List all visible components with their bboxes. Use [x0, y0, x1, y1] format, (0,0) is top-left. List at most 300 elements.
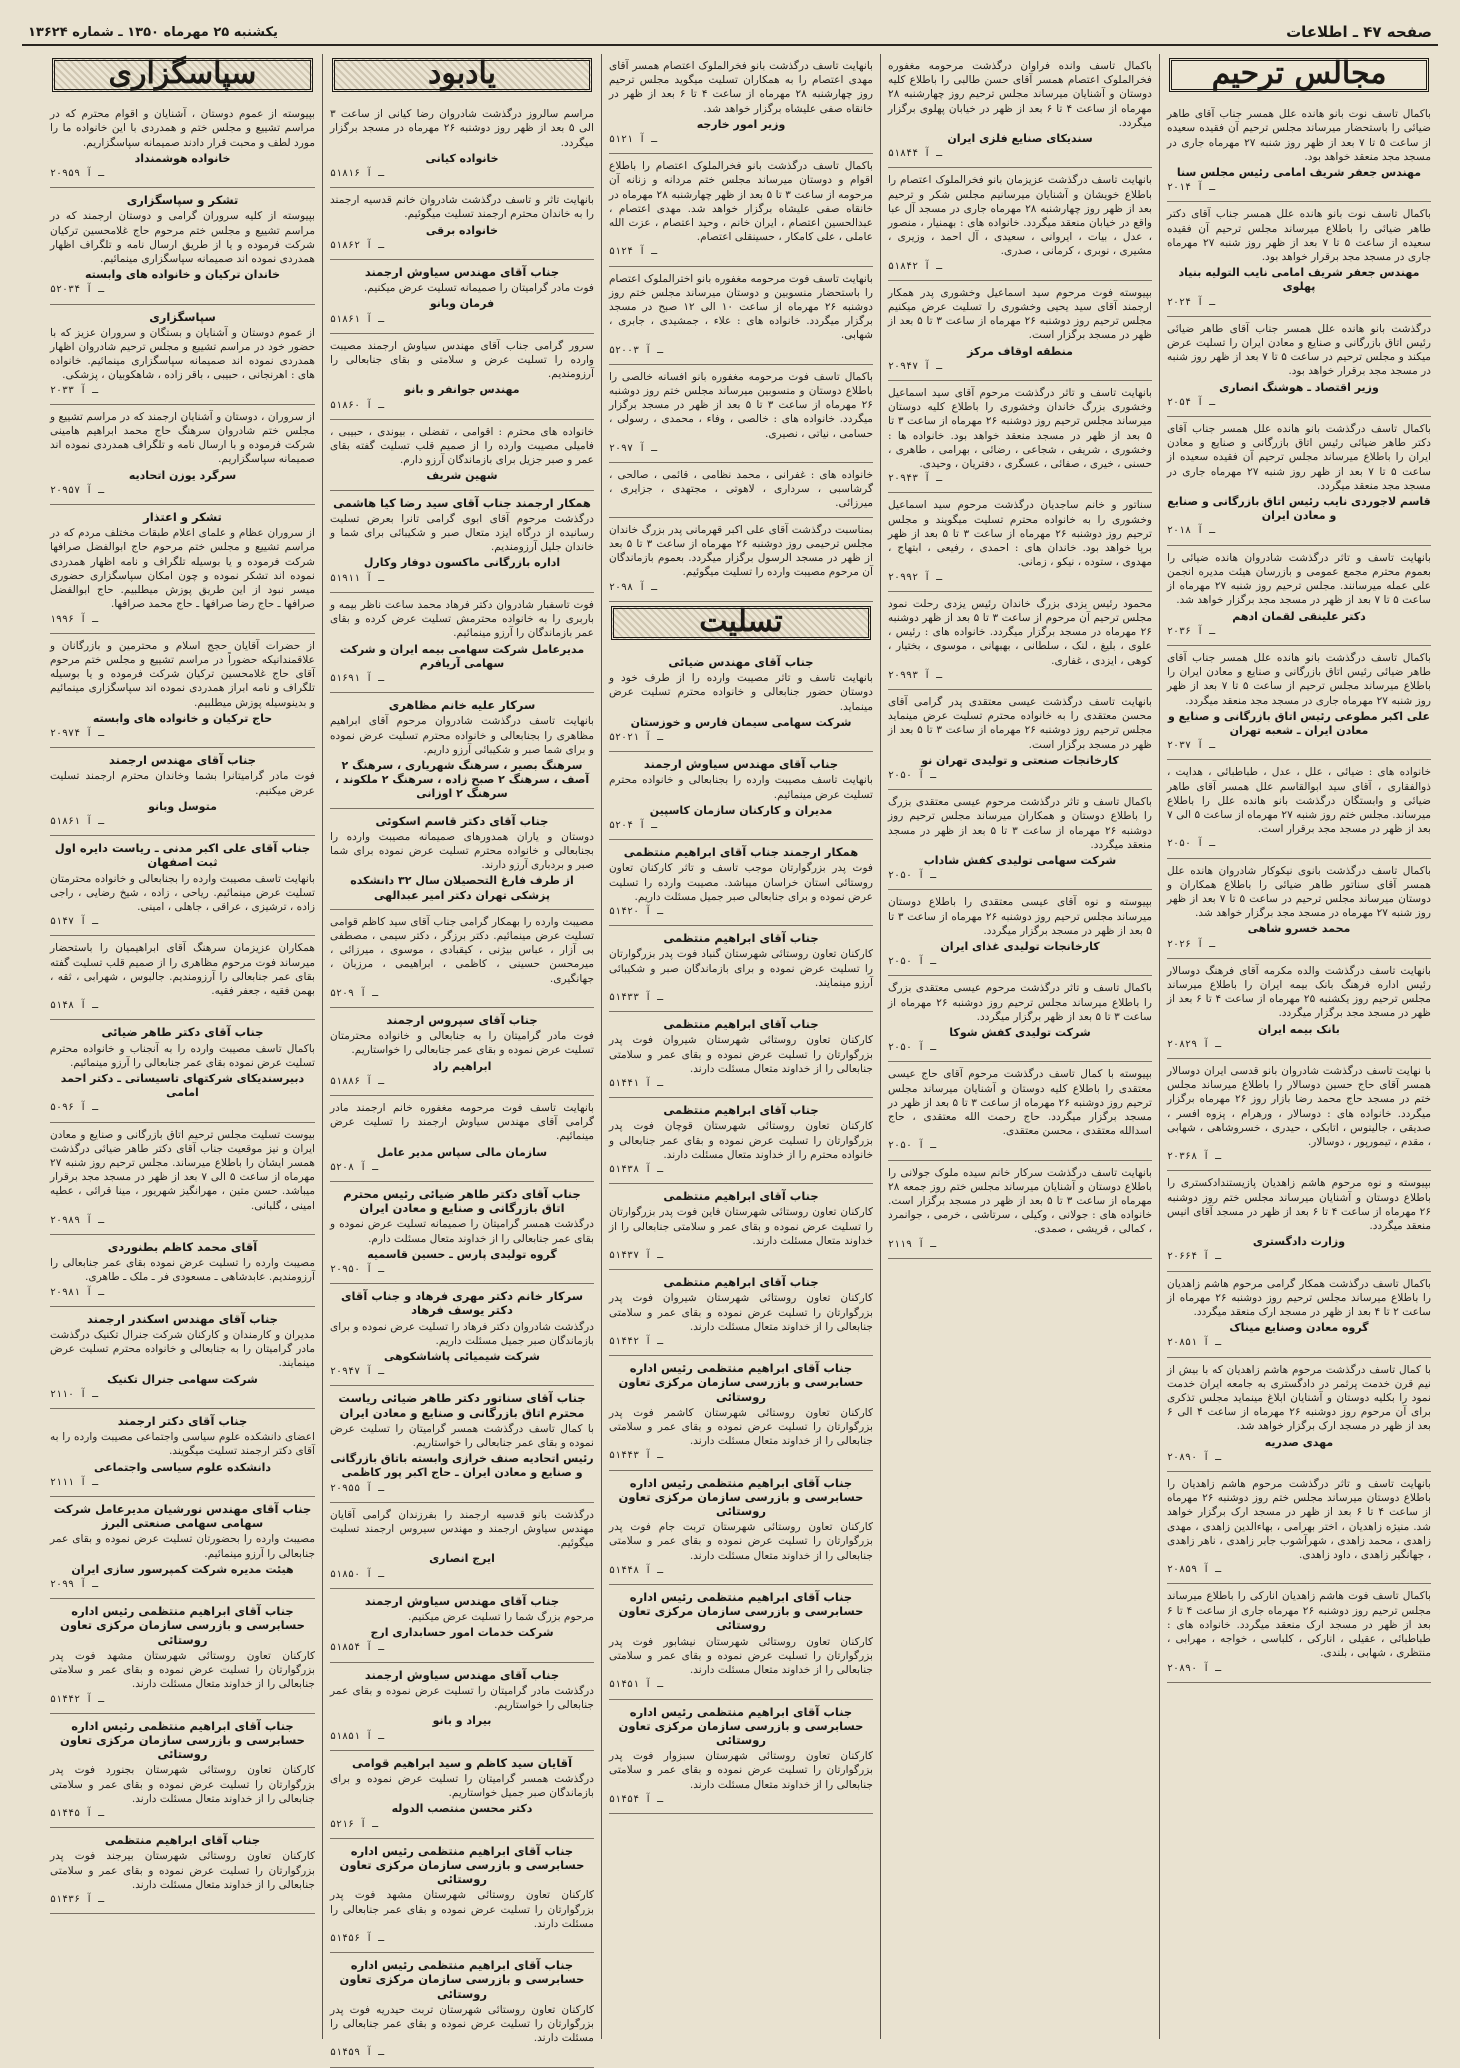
notice-title: جناب آقای دکتر قاسم اسکوئی	[375, 813, 549, 828]
notice	[330, 1589, 594, 1663]
section-header: یادبود	[332, 58, 592, 92]
notice	[1167, 1171, 1431, 1271]
notice-body: درگذشت همسر گرامیتان را صمیمانه تسلیت عرض نموده و بقای عمر جنابعالی را از خداوند متعال مسئلت دارم.	[330, 1218, 594, 1245]
notice-code: ۵۲۱۶ ـ آ	[330, 1818, 379, 1830]
notice-body: بپیوسته از کلیه سروران گرامی و دوستان ارجمند که در مراسم تشییع و مجلس ختم مرحوم حاج غلامحسین ترکیان شرکت فرموده و یا از طریق ارسال نامه و تلگراف اظهار همدردی نموده اند صمیمانه سپاسگزاری مینمائیم.	[50, 210, 315, 266]
notice	[50, 102, 315, 188]
notice-body: کارکنان تعاون روستائی شهرستان مشهد فوت پدر بزرگوارتان را تسلیت عرض نموده و بقای عمر و سلامتی جنابعالی را از خداوند متعال مسئلت دارند.	[50, 1649, 315, 1691]
notice-body: با کمال تاسف درگذشت مرحوم هاشم زاهدیان که با بیش از نیم قرن خدمت پرثمر در دادگستری به جامعه ایران خدمت نمود را بکلیه دوستان و آشنایان ابلاغ مینماید مجلس تذکری برای آن مرحوم روز دوشنبه ۲۶ مهرماه از ساعت ۴ الی ۶ بعد از ظهر در مسجد ارک برگزار خواهد شد.	[1167, 1363, 1431, 1433]
notice-code: ۲۰۸۹۰ ـ آ	[1167, 1662, 1222, 1674]
notice-code: ۵۱۸۵۴ ـ آ	[330, 1642, 385, 1654]
notice-body: کارکنان تعاون روستائی شهرستان شیروان فوت پدر بزرگوارتان را تسلیت عرض نموده و بقای عمر و سلامتی جنابعالی را از خداوند متعال مسئلت دارند.	[609, 1292, 873, 1333]
notice-signature: سندیکای صنایع فلزی ایران	[947, 132, 1093, 146]
notice-code: ۵۱۸۴۲ ـ آ	[888, 260, 943, 272]
notice-code: ۲۰۹۵۷ ـ آ	[50, 484, 105, 496]
notice-code: ۵۱۸۶۱ ـ آ	[50, 815, 105, 827]
notice-body: باکمال تاسف درگذشت بانو هانده علل همسر جناب آقای دکتر طاهر ضیائی رئیس اتاق بازرگانی و صنایع و معادن ایران را باطلاع میرساند مجلس ترحیم آن فقیده سعیده از ساعت ۵ تا ۷ بعد از ظهر روز شنبه ۲۷ مهرماه جاری در مسجد مجد منعقد میگردد.	[1167, 423, 1431, 492]
notice-title: جناب آقای علی اکبر مدنی ـ ریاست دایره اول ثبت اصفهان	[54, 841, 311, 870]
notice	[1167, 546, 1431, 646]
notice-title: جناب آقای ابراهیم منتظمی رئیس اداره حسابرسی و بازرسی سازمان مرکزی تعاون روستائی	[618, 1361, 864, 1404]
notice	[1167, 1358, 1431, 1472]
notice	[50, 936, 315, 1020]
notice	[330, 1386, 594, 1502]
notice-signature: مهندس جعفر شریف امامی رئیس مجلس سنا	[1176, 166, 1422, 180]
notice-title: جناب آقای مهندس ارجمند	[108, 753, 256, 768]
notice-code: ۲۰۱۴ ـ آ	[1167, 182, 1216, 194]
notice	[609, 463, 873, 518]
notice	[609, 1585, 873, 1699]
notice-code: ۲۰۳۷ ـ آ	[1167, 740, 1216, 752]
notice-body: فوت مادر گرامیتان را به جنابعالی و خانواده محترمتان تسلیت عرض نموده و بقای عمر جنابعالی را خواستاریم.	[330, 1030, 594, 1057]
notice-code: ۲۰۹۵۰ ـ آ	[330, 1264, 385, 1276]
notice	[609, 1012, 873, 1098]
notice-code: ۲۰۹۵۹ ـ آ	[50, 168, 105, 180]
notice	[609, 1098, 873, 1184]
notice-body: باکمال تاسف فوت مرحومه مغفوره بانو افسانه خالصی را باطلاع دوستان و منسوبین میرساند مجلس ختم روز دوشنبه ۲۶ مهرماه از ساعت ۳ تا ۵ بعد از ظهر در مسجد برگزار میگردد. خانواده های : خالصی ، وفاء ، محمدی ، رسولی ، حسامی ، نیاتی ، نصیری.	[609, 370, 873, 440]
notice-body: کارکنان تعاون روستائی شهرستان گنباد فوت پدر بزرگوارتان را تسلیت عرض نموده و برای بازماندگان صبر و شکیبائی آرزو مینمایند.	[609, 948, 873, 989]
notice-body: باکمال تاسف نوت بانو هانده علل همسر جناب آقای طاهر ضیائی را باستحضار میرساند مجلس ترحیم آن فقیده سعیده از ساعت ۵ تا ۷ بعد از ظهر روز شنبه ۲۷ مهرماه جاری در مسجد مجد منعقد خواهد بود.	[1167, 108, 1432, 163]
notice-signature: بیراد و بانو	[432, 1714, 492, 1728]
notice-code: ۵۱۴۵۴ ـ آ	[609, 1793, 664, 1805]
notice	[50, 505, 315, 634]
notice-body: باکمال تاسف درگذشت بانو فخرالملوک اعتصام را باطلاع اقوام و دوستان میرساند مجلس ختم مردانه و زنانه آن مرحومه از ساعت ۳ تا ۵ بعد از ظهر چهارشنبه ۲۸ مهرماه در خانقاه صفی علیشاه برگزار خواهد شد. مهدی اعتصام ، عبدالحسین اعتصام ، ایران خانم ، وحید اعتصام ، عزت الله عاملی ، علی کامکار ، حسینقلی اعتصام.	[609, 160, 873, 244]
notice	[1167, 202, 1431, 316]
notice-signature: دبیرسندیکای شرکتهای تاسیساتی ـ دکتر احمد امامی	[60, 1071, 305, 1100]
notice-code: ۵۱۴۷ ـ آ	[50, 916, 99, 928]
notice-title: جناب آقای ابراهیم منتظمی	[663, 1189, 819, 1204]
notice-body: بپیوسته فوت مرحوم سید اسماعیل وخشوری پدر همکار ارجمند آقای سید یحیی وخشوری را تسلیت عرض میکنیم مجلس ترحیم روز دوشنبه ۲۶ مهرماه از ساعت ۳ تا ۵ بعد از ظهر در مسجد برگزار است.	[888, 286, 1153, 342]
notice-body: کارکنان تعاون روستائی شهرستان بجنورد فوت پدر بزرگوارتان را تسلیت عرض نموده و بقای عمر و سلامتی جنابعالی را از خداوند متعال مسئلت دارند.	[50, 1764, 315, 1805]
notice	[50, 1409, 315, 1497]
notice	[888, 1062, 1152, 1160]
notice-code: ۵۱۲۴ ـ آ	[609, 246, 658, 258]
notice-body: درگذشت مادر گرامیتان را تسلیت عرض نموده و بقای عمر جنابعالی را خواستاریم.	[330, 1684, 594, 1712]
notice	[888, 592, 1152, 690]
notice	[888, 493, 1152, 591]
notice	[888, 381, 1152, 493]
notice-title: جناب آقای مهندس اسکندر ارجمند	[87, 1311, 278, 1326]
notice-body: محمود رئیس یزدی بزرگ خاندان رئیس یزدی رحلت نمود مجلس ترحیم آن مرحوم از ساعت ۳ تا ۵ بعد از ظهر دوشنبه ۲۶ مهرماه در مسجد برگزار میگردد. خانواده های : رئیس ، علوی ، بلیغ ، لنک ، سلطانی ، بهبهانی ، موسوی ، بختیار ، کوهی ، ایزدی ، غفاری.	[888, 597, 1152, 667]
notice-code: ۲۰۵۰ ـ آ	[1167, 838, 1216, 850]
notice-body: فوت مادر گرامیتانرا بشما وخاندان محترم ارجمند تسلیت عرض میکنیم.	[50, 770, 315, 797]
notice-signature: شرکت تولیدی کفش شوکا	[949, 1025, 1091, 1039]
notice-body: فوت مادر گرامیتان را صمیمانه تسلیت عرض میکنیم.	[363, 282, 594, 295]
notice-code: ۵۱۸۸۶ ـ آ	[330, 1075, 385, 1087]
notice-body: خانواده های محترم : اقوامی ، تفضلی ، بیوندی ، حبیبی ، فامیلی مصیبت وارده را از صمیم قلب تسلیت گفته بقای عمر و صبر جزیل برای بازماندگان آرزو دارم.	[330, 425, 594, 467]
notice-body: سناتور و خانم ساجدیان درگذشت مرحوم سید اسماعیل وخشوری را به خانواده محترم تسلیت میگویند و مجلس ترحیم روز دوشنبه ۲۶ مهرماه از ساعت ۳ تا ۵ بعد از ظهر برپا خواهد بود. خاندان های : احمدی ، رفیعی ، ابتهاج ، مهدوی ، ستوده ، نیکو ، زمانی.	[888, 499, 1152, 569]
column-1	[1159, 54, 1438, 2039]
notice	[50, 188, 315, 304]
notice-body: درگذشت مرحوم آقای ابوی گرامی تانرا بعرض تسلیت رسانیده از درگاه ایزد متعال صبر و شکیبائی برای شما و خاندان جلیل آرزومندیم.	[330, 512, 594, 554]
notice-signature: هیئت مدیره شرکت کمپرسور سازی ایران	[71, 1562, 294, 1576]
notice-title: جناب آقای دکتر طاهر ضیائی	[101, 1025, 264, 1040]
notice	[50, 305, 315, 405]
notice-signature: قاسم لاجوردی نایب رئیس اتاق بازرگانی و صنایع و معادن ایران	[1167, 495, 1431, 523]
notice-body: باکمال تاسف و تاثر درگذشت مرحوم عیسی معتقدی بزرگ را باطلاع میرساند مجلس ترحیم روز دوشنبه ۲۶ مهرماه از ساعت ۳ تا ۵ بعد از ظهر برگزار میگردد.	[888, 982, 1152, 1023]
notice-body: بانهایت تاسف مصیبت وارده را بجنابعالی و خانواده محترمتان تسلیت عرض مینمائیم. ریاحی ، زاده ، شیخ رضایی ، راجی زاده ، ترشیزی ، عراقی ، جاهلی ، امینی.	[50, 872, 315, 913]
notice	[50, 1599, 315, 1713]
notice	[50, 405, 315, 505]
notice-code: ۵۱۴۵۱ ـ آ	[609, 1679, 664, 1691]
notice-title: جناب آقای سناتور دکتر طاهر ضیائی ریاست محترم اتاق بازرگانی و صنایع و معادن ایران	[338, 1391, 586, 1420]
notice-code: ۵۱۸۱۶ ـ آ	[330, 168, 385, 180]
columns	[22, 54, 1438, 2059]
notice-code: ۲۰۹۴۳ ـ آ	[888, 473, 943, 485]
notice-signature: شهین شریف	[426, 469, 498, 483]
notice-body: باکمال تاسف نوت بانو هانده علل همسر جناب آقای دکتر طاهر ضیائی را باطلاع میرساند مجلس ترحیم آن فقیده سعیده از ساعت ۵ تا ۷ بعد از ظهر روز شنبه ۲۷ مهرماه جاری در مسجد مجد برقرار خواهد بود.	[1167, 208, 1431, 264]
notice-code: ۲۰۹۸ ـ آ	[609, 581, 658, 593]
notice-code: ۱۹۹۶ ـ آ	[50, 613, 99, 625]
notice-signature: خانواده هوشمنداد	[134, 151, 231, 165]
notice-code: ۵۰۹۶ ـ آ	[50, 1102, 99, 1114]
notice-code: ۵۱۴۴۳ ـ آ	[609, 1450, 664, 1462]
notice-body: کارکنان تعاون روستائی شهرستان فاین فوت پدر بزرگوارتان را تسلیت عرض نموده و بقای عمر و سلامتی جنابعالی را از خداوند متعال مسئلت دارند.	[609, 1206, 873, 1247]
section-header: سپاسگزاری	[52, 58, 313, 92]
notice-code: ۲۰۹۴۷ ـ آ	[888, 360, 943, 372]
notice-title: جناب آقای دکتر ارجمند	[117, 1414, 248, 1429]
notice-body: بانهایت تاسف مصیبت وارده را بجنابعالی و خانواده محترم تسلیت عرض مینمائیم.	[609, 774, 873, 801]
notice-body: کارکنان تعاون روستائی شهرستان سبزوار فوت پدر بزرگوارتان را تسلیت عرض نموده و بقای عمر و سلامتی جنابعالی را از خداوند متعال مسئلت دارند.	[609, 1750, 873, 1791]
notice-code: ۲۰۸۹۰ ـ آ	[1167, 1451, 1222, 1463]
notice-code: ۲۰۲۶ ـ آ	[1167, 938, 1216, 950]
notice	[1167, 1472, 1431, 1584]
notice-signature: متوسل وبانو	[148, 799, 217, 813]
notice-signature: منطقه اوقاف مرکز	[967, 344, 1073, 358]
notice	[609, 752, 873, 840]
notice	[1167, 1272, 1431, 1358]
notice	[609, 650, 873, 752]
notice	[609, 54, 873, 154]
notice-code: ۵۱۴۵۶ ـ آ	[330, 1932, 385, 1944]
notice-signature: شرکت سهامی جنرال تکنیک	[107, 1372, 258, 1386]
notice	[888, 54, 1152, 168]
section-header: مجالس ترحیم	[1169, 58, 1429, 92]
notice-body: درگذشت شادروان دکتر فرهاد را تسلیت عرض نموده و برای بازماندگان صبر جمیل مسئلت داریم.	[330, 1320, 594, 1347]
notice-code: ۲۰۹۷۴ ـ آ	[50, 727, 105, 739]
notice-signature: علی اکبر مطوعی رئیس اتاق بازرگانی و صنایع و معادن ایران ـ شعبه تهران	[1168, 709, 1430, 737]
notice-body: بانهایت تاسف درگذشت والده مکرمه آقای فرهنگ دوسالار رئیس اداره فرهنگ بانک بیمه ایران را باطلاع میرساند مجلس ترحیم روز یکشنبه ۲۵ مهرماه از ساعت ۴ تا ۶ بعد از ظهر در مسجد مجد برگزار میگردد.	[1167, 964, 1431, 1020]
notice-title: جناب آقای ابراهیم منتظمی	[104, 1833, 261, 1848]
notice-body: دوستان و یاران همدورهای صمیمانه مصیبت وارده را بجنابعالی و خانواده محترم تسلیت عرض نموده برای شما صبر و بردباری آرزو دارند.	[330, 830, 594, 872]
notice	[1167, 646, 1431, 760]
notice-signature: کارخانجات صنعتی و تولیدی تهران نو	[921, 753, 1119, 767]
notice-code: ۵۱۴۳۶ ـ آ	[50, 1893, 105, 1905]
notice-signature: سرهنگ بصیر ، سرهنگ شهریاری ، سرهنگ ۲ آصف ، سرهنگ ۲ صبح زاده ، سرهنگ ۲ ملکوند ، سرهنگ ۲ اوزانی	[334, 758, 590, 801]
notice	[50, 1828, 315, 1914]
notice-body: درگذشت همسر گرامیتان را تسلیت عرض نموده و برای بازماندگان صبر جمیل خواستاریم.	[330, 1772, 594, 1800]
notice	[330, 1663, 594, 1751]
notice	[330, 420, 594, 491]
notice-signature: گروه معادن وصنایع میناک	[1229, 1321, 1369, 1335]
notice-body: بپیوسته و نوه مرحوم هاشم زاهدیان پازیستندادکستری را باطلاع دوستان و آشنایان میرساند مجلس ختم روز دوشنبه ۲۶ مهرماه از ساعت ۴ تا ۶ بعد از ظهر در مسجد آقای انیس منعقد میگردد.	[1167, 1177, 1432, 1233]
notice	[50, 748, 315, 836]
notice-code: ۵۱۸۵۰ ـ آ	[330, 1568, 385, 1580]
notice-code: ۵۱۸۴۴ ـ آ	[888, 148, 943, 160]
notice-code: ۵۱۴۳۳ ـ آ	[609, 991, 664, 1003]
notice	[330, 491, 594, 593]
notice	[50, 1123, 315, 1235]
notice	[888, 890, 1152, 976]
notice-signature: فرمان وبانو	[429, 297, 495, 311]
notice	[888, 1161, 1152, 1259]
page-label: صفحه ۴۷ ـ اطلاعات	[1286, 23, 1432, 41]
notice-title: جناب آقای ابراهیم منتظمی	[663, 931, 819, 946]
notice	[330, 1182, 594, 1284]
notice-signature: وزیر اقتصاد ـ هوشنگ انصاری	[1219, 380, 1379, 394]
notice-body: فوت تاسفبار شادروان دکتر فرهاد محمد ساعت ناظر بیمه و باربری را به خانواده محترمش تسلیت عرض کرده و بقای عمر بازماندگان را آرزو مینمائیم.	[330, 598, 594, 640]
notice-body: بیوست تسلیت مجلس ترحیم اتاق بازرگانی و صنایع و معادن ایران و نیز موقعیت جناب آقای دکتر طاهر ضیائی درگذشت همسر ایشان را باطلاع میرساند. مجلس ترحیم روز شنبه ۲۷ مهرماه از ساعت ۵ الی ۷ بعد از ظهر در مسجد مجد برقرار میباشد. حسن متین ، مهرانگیز شهریور ، مینا قرائی ، عطیه امینی ، گلبانی.	[50, 1128, 315, 1212]
notice-code: ۵۱۶۹۱ ـ آ	[330, 672, 385, 684]
notice-body: باکمال تاسف درگذشت بانو هانده علل همسر جناب آقای طاهر ضیائی رئیس اتاق بازرگانی و صنایع و معادن ایران را باطلاع میرساند مجلس ترحیم از ساعت ۵ تا ۷ بعد از ظهر روز شنبه ۲۷ مهرماه جاری در مسجد مجد منعقد میگردد.	[1167, 651, 1431, 707]
notice-title: جناب آقای مهندس سیاوش ارجمند	[364, 1667, 560, 1682]
notice-code: ۵۲۰۳۴ ـ آ	[50, 284, 105, 296]
notice-code: ۲۰۹۹ ـ آ	[50, 1579, 99, 1591]
notice-title: سپاسگزاری	[149, 309, 216, 324]
notice-code: ۲۰۹۵۵ ـ آ	[330, 1482, 385, 1494]
notice-title: جناب آقای ابراهیم منتظمی	[663, 1275, 819, 1290]
notice-title: آقای محمد کاظم بطنوردی	[107, 1240, 258, 1255]
notice-body: بانهایت تاسف درگذشت سرکار خانم سیده ملوک جولانی را باطلاع دوستان و آشنایان میرساند مجلس ختم روز جمعه ۲۸ مهرماه از ساعت ۳ تا ۵ بعد از ظهر در مسجد برگزار است. خانواده های : جولانی ، وکیلی ، سرتاشی ، خرمی ، جوانمرد ، کمالی ، قریشی ، صمدی.	[888, 1166, 1152, 1236]
notice-title: جناب آقای ابراهیم منتظمی رئیس اداره حسابرسی و بازرسی سازمان مرکزی تعاون روستائی	[60, 1604, 305, 1647]
notice	[609, 365, 873, 463]
notice-code: ۵۱۴۵۹ ـ آ	[330, 2047, 385, 2059]
notice-title: جناب آقای ابراهیم منتظمی	[663, 1017, 819, 1032]
column-4	[322, 54, 601, 2059]
notice-body: کارکنان تعاون روستائی شهرستان بیرجند فوت پدر بزرگوارتان را تسلیت عرض نموده و بقای عمر و سلامتی جنابعالی را از خداوند متعال مسئلت دارند.	[50, 1850, 315, 1891]
notice-code: ۲۰۱۸ ـ آ	[1167, 525, 1216, 537]
notice-title: جناب آقای سپروس ارجمند	[386, 1012, 538, 1027]
notice-code: ۵۲۰۲۱ ـ آ	[609, 731, 664, 743]
notice-code: ۵۱۴۸ ـ آ	[50, 1000, 99, 1012]
notice	[330, 1503, 594, 1589]
notice-code: ۵۱۴۴۱ ـ آ	[609, 1077, 664, 1089]
notice	[888, 976, 1152, 1062]
notice	[888, 168, 1152, 280]
notice-signature: شرکت سهامی سیمان فارس و خوزستان	[630, 715, 852, 729]
notice-body: باکمال تاسف درگذشت همکار گرامی مرحوم هاشم زاهدیان را باطلاع میرساند مجلس ترحیم روز دوشنبه ۲۶ مهرماه از ساعت ۲ تا ۴ بعد از ظهر در مسجد ارک منعقد میگردد.	[1167, 1277, 1431, 1319]
notice-code: ۵۲۰۴ ـ آ	[609, 819, 658, 831]
notice-signature: گروه تولیدی پارس ـ حسین قاسمیه	[367, 1247, 557, 1261]
column-2	[880, 54, 1159, 2039]
notice-title: تشکر و سپاسگزاری	[126, 193, 239, 208]
notice-body: با کمال تاسف درگذشت همسر گرامیتان را تسلیت عرض نموده و بقای عمر جنابعالی را خواستاریم.	[330, 1422, 594, 1450]
notice-signature: مهندس جعفر شریف امامی نایب التولیه بنیاد پهلوی	[1178, 266, 1420, 294]
notice-code: ۵۲۰۹ ـ آ	[330, 987, 379, 999]
notice-body: همکاران عزیزمان سرهنگ آقای ابراهیمیان را باستحضار میرساند فوت مرحوم مظاهری را از صمیم قلب تسلیت گفته بقای عمر جنابعالی را آرزومندیم. جالبوس ، شهرابی ، ثقه ، بهمن فقیه ، جعفر فقیه.	[50, 942, 315, 997]
notice-signature: مهندس جوانفر و بانو	[404, 383, 520, 397]
notice-title: جناب آقای مهندس سیاوش ارجمند	[364, 265, 560, 280]
notice-body: بپیوسته از عموم دوستان ، آشنایان و اقوام محترم که در مراسم تشییع و مجلس ختم و همدردی با این خانواده ما را مورد لطف و محبت قرار دادند صمیمانه سپاسگزاریم.	[50, 108, 315, 149]
notice-code: ۲۱۱۰ ـ آ	[50, 1388, 99, 1400]
notice-signature: دکتر محسن منتصب الدوله	[391, 1802, 533, 1816]
notice-body: کارکنان تعاون روستائی شهرستان نیشابور فوت پدر بزرگوارتان را تسلیت عرض نموده و بقای عمر و سلامتی جنابعالی را از خداوند متعال مسئلت دارند.	[609, 1635, 873, 1677]
notice-body: مصیبت وارده را بحضورتان تسلیت عرض نموده و بقای عمر جنابعالی را آرزو مینمائیم.	[50, 1533, 315, 1560]
notice-code: ۲۰۸۲۹ ـ آ	[1167, 1038, 1222, 1050]
notice	[50, 836, 315, 936]
notice-title: جناب آقای ابراهیم منتظمی رئیس اداره حسابرسی و بازرسی سازمان مرکزی تعاون روستائی	[618, 1704, 864, 1747]
notice-code: ۵۱۸۵۱ ـ آ	[330, 1730, 385, 1742]
date-issue: یکشنبه ۲۵ مهرماه ۱۳۵۰ ـ شماره ۱۳۶۲۴	[28, 24, 278, 40]
notice-signature: بانک بیمه ایران	[1258, 1022, 1340, 1036]
notice-title: جناب آقای مهندس سیاوش ارجمند	[364, 1593, 560, 1608]
notice	[330, 260, 594, 334]
notice	[330, 693, 594, 808]
notice-signature: دکتر علینقی لقمان ادهم	[1232, 609, 1366, 623]
notice-signature: شرکت خدمات امور حسابداری ارج	[370, 1626, 554, 1640]
notice	[609, 840, 873, 926]
notice-signature: وزیر امور خارجه	[696, 117, 786, 131]
notice-code: ۲۰۹۸۱ ـ آ	[50, 1286, 105, 1298]
notice-body: مرحوم بزرگ شما را تسلیت عرض میکنیم.	[408, 1611, 594, 1624]
notice-title: جناب آقای مهندس نورشیان مدیرعامل شرکت سهامی سهامی صنعتی البرز	[53, 1502, 312, 1531]
notice	[1167, 959, 1431, 1059]
notice-signature: مدیرعامل شرکت سهامی بیمه ایران و شرکت سهامی آریافرم	[339, 642, 585, 670]
notice-code: ۵۱۴۲۰ ـ آ	[609, 905, 664, 917]
notice-code: ۵۱۲۱ ـ آ	[609, 134, 658, 146]
notice-title: جناب آقای ابراهیم منتظمی رئیس اداره حسابرسی و بازرسی سازمان مرکزی تعاون روستائی	[618, 1590, 864, 1633]
notice-title: جناب آقای ابراهیم منتظمی رئیس اداره حسابرسی و بازرسی سازمان مرکزی تعاون روستائی	[339, 1958, 585, 2001]
notice-code: ۵۲۰۰۳ ـ آ	[609, 344, 664, 356]
notice-code: ۲۰۳۶ ـ آ	[1167, 625, 1216, 637]
notice-code: ۵۱۸۶۲ ـ آ	[330, 239, 385, 251]
notice-body: با نهایت تاسف درگذشت شادروان بانو قدسی ایران دوسالار همسر آقای حاج حسین دوسالار را باطلاع میرساند مجلس ختم در مسجد حاج محمد رضا بازار روز ۲۶ مهرماه برگزار میگردد. خانواده های : دوسالار ، ورهرام ، پزوه افسر ، صدیقی ، جالینوس ، اتابکی ، حیدری ، خسروشاهی ، شهابی ، مقدم ، تیمورپور ، دوسالار.	[1167, 1064, 1431, 1148]
notice-signature: ابراهیم راد	[432, 1059, 492, 1073]
notice-signature: از طرف فارغ التحصیلان سال ۳۲ دانشکده پزشکی تهران دکتر امیر عبدالهی	[350, 874, 574, 902]
notice	[1167, 859, 1431, 959]
notice-body: بانهایت تاسف و تاثر درگذشت مرحوم آقای سید اسماعیل وخشوری بزرگ خاندان وخشوری را باطلاع کلیه دوستان میرساند مجلس ترحیم روز دوشنبه ۲۶ مهرماه از ساعت ۳ تا ۵ بعد از ظهر در مسجد منعقد خواهد بود. خانواده ها : وخشوری ، شریفی ، شجاعی ، رضائی ، بهرامی ، طاهری ، حسنی ، خیری ، صفائی ، عسگری ، دفتریان ، وحیدی.	[888, 387, 1153, 471]
notice-title: جناب آقای مهندس ضیائی	[668, 654, 814, 669]
notice-code: ۲۰۳۳ ـ آ	[50, 384, 99, 396]
notice-code: ۲۰۸۵۹ ـ آ	[1167, 1564, 1222, 1576]
notice-signature: خانواده برقی	[425, 223, 499, 237]
notice-title: جناب آقای ابراهیم منتظمی رئیس اداره حسابرسی و بازرسی سازمان مرکزی تعاون روستائی	[618, 1475, 864, 1519]
notice-code: ۵۱۸۶۱ ـ آ	[330, 313, 385, 325]
notice-body: کارکنان تعاون روستائی شهرستان تربت جام فوت پدر بزرگوارتان را تسلیت عرض نموده و بقای عمر و سلامتی جنابعالی را از خداوند متعال مسئلت دارند.	[609, 1521, 873, 1562]
notice-signature: اداره بازرگانی ماکسون دوفار وکارل	[363, 556, 561, 570]
notice	[330, 188, 594, 260]
notice-title: جناب آقای دکتر طاهر ضیائی رئیس محترم اتاق بازرگانی و صنایع و معادن ایران	[343, 1187, 581, 1216]
notice	[330, 1284, 594, 1386]
notice-code: ۲۰۹۸۹ ـ آ	[50, 1214, 105, 1226]
notice	[50, 1307, 315, 1409]
notice-code: ۲۰۵۰ ـ آ	[888, 1140, 937, 1152]
notice	[330, 102, 594, 188]
notice-signature: حاج ترکیان و خانواده های وابسته	[92, 711, 273, 725]
notice	[330, 1096, 594, 1182]
notice	[609, 1356, 873, 1470]
notice	[50, 1714, 315, 1828]
notice-body: از عموم دوستان و آشنایان و بستگان و سروران عزیز که با حضور خود در مراسم تشییع و مجلس ترحیم شادروان اظهار همدردی نموده اند صمیمانه سپاسگزاری مینمائیم. خانواده های : اهرنجانی ، حبیبی ، باقر زاده ، شاهکوبیان ، پزشکی.	[50, 326, 315, 382]
notice-code: ۲۰۲۴ ـ آ	[1167, 296, 1216, 308]
notice	[330, 910, 594, 1008]
notice-code: ۵۱۴۳۸ ـ آ	[609, 1164, 664, 1175]
notice-title: تشکر و اعتذار	[143, 510, 222, 525]
notice	[609, 1184, 873, 1270]
notice-body: بپیوسته با کمال تاسف درگذشت مرحوم آقای حاج عیسی معتقدی را باطلاع کلیه دوستان و آشنایان میرساند مجلس ترحیم روز دوشنبه ۲۶ مهرماه از ساعت ۳ تا ۵ بعد از ظهر در مسجد برگزار میگردد. حاج رحمت الله معتقدی ، حاج اسدالله معتقدی ، محسن معتقدی.	[888, 1068, 1152, 1138]
notice-signature: خاندان ترکیان و خانواده های وابسته	[85, 268, 280, 282]
notice	[609, 267, 873, 365]
notice-body: بانهایت تاسف و تاثر درگذشت شادروان هانده ضیائی را بعموم محترم مجمع عمومی و بازرسان هیئت مدیره انجمن علی عمله میرسانند. مجلس ترحیم روز شنبه ۲۷ مهرماه از ساعت ۵ تا ۷ بعد از ظهر در مسجد مجد برگزار خواهد شد.	[1167, 551, 1431, 607]
notice-code: ۲۰۵۴ ـ آ	[1167, 396, 1216, 408]
notice	[609, 1270, 873, 1356]
notice-signature: دانشکده علوم سیاسی واجتماعی	[94, 1460, 271, 1474]
notice	[330, 1008, 594, 1096]
notice-body: بانهایت تاسف درگذشت شادروان مرحوم آقای ابراهیم مظاهری را بجنابعالی و خانواده محترم تسلیت عرض نموده و برای شما صبر و شکیبائی آرزو داریم.	[330, 715, 594, 756]
notice-code: ۲۰۵۰ ـ آ	[888, 956, 937, 968]
notice-signature: خانواده کیانی	[425, 151, 499, 165]
notice-signature: وزارت دادگستری	[1252, 1235, 1346, 1249]
notice-code: ۵۱۴۴۲ ـ آ	[609, 1336, 664, 1348]
notice	[609, 1700, 873, 1814]
notice	[1167, 1584, 1431, 1682]
notice-body: از سروران ، دوستان و آشنایان ارجمند که در مراسم تشییع و مجلس ختم شادروان سرهنگ حاج محمد ابراهیم هامینی شرکت فرموده و با ارسال نامه و تلگراف همدردی نموده اند صمیمانه سپاسگزاریم.	[50, 410, 315, 466]
notice-body: مدیران و کارمندان و کارکنان شرکت جنرال تکنیک درگذشت مادر گرامیتان را به جنابعالی و خانواده محترم تسلیت عرض مینمایند.	[50, 1329, 315, 1370]
notice-body: بانهایت تاسف و تاثر درگذشت مرحوم هاشم زاهدیان را باطلاع دوستان میرساند مجلس ختم روز دوشنبه ۲۶ مهرماه از ساعت ۴ تا ۶ بعد از ظهر در مسجد ارک برگزار خواهد شد. منیژه زاهدیان ، اختر بهرامی ، بهاءالدین زاهدی ، مهدی زاهدی ، محمد زاهدی ، شهرآشوب جابر زاهدی ، ناهر زاهدی ، جهانگیر زاهدی ، داود زاهدی.	[1167, 1478, 1431, 1562]
notice-body: مراسم سالروز درگذشت شادروان رضا کیانی از ساعت ۳ الی ۵ بعد از ظهر روز دوشنبه ۲۶ مهرماه در مسجد برگزار میگردد.	[330, 108, 594, 149]
notice-body: کارکنان تعاون روستائی شهرستان تربت حیدریه فوت پدر بزرگوارتان را تسلیت عرض نموده و بقای عمر جنابعالی را مسئلت دارند.	[330, 2003, 594, 2045]
notice-body: فوت پدر بزرگوارتان موجب تاسف و تاثر کارکنان تعاون روستائی استان خراسان میباشد. مصیبت وارده را تسلیت عرض نموده و برای جنابعالی صبر جمیل مسئلت داریم.	[609, 862, 873, 903]
notice-code: ۲۰۹۹۲ ـ آ	[888, 571, 943, 583]
notice-signature: شرکت سهامی تولیدی کفش شاداب	[923, 853, 1117, 867]
notice-code: ۵۱۸۶۰ ـ آ	[330, 399, 385, 411]
notice-code: ۵۱۴۴۲ ـ آ	[50, 1693, 105, 1705]
notice-body: باکمال تاسف درگذشت بانوی نیکوکار شادروان هانده علل همسر آقای سناتور طاهر ضیائی را باطلاع همکاران و دوستان میرساند مجلس ترحیم در ساعت ۵ تا ۷ بعد از ظهر روز شنبه ۲۷ مهرماه در مسجد مجد برگزار خواهد شد.	[1167, 864, 1431, 920]
notice-title: جناب آقای ابراهیم منتظمی	[663, 1103, 819, 1118]
notice	[888, 281, 1152, 381]
notice-body: اعضای دانشکده علوم سیاسی واجتماعی مصیبت وارده را به آقای دکتر ارجمند تسلیت میگویند.	[50, 1431, 315, 1458]
notice	[330, 1839, 594, 1953]
notice-code: ۵۱۴۳۷ ـ آ	[609, 1250, 664, 1262]
notice-code: ۵۲۰۸ ـ آ	[330, 1161, 379, 1173]
notice-signature: محمد خسرو شاهی	[1247, 922, 1351, 936]
notice-signature: کارخانجات تولیدی غذای ایران	[940, 939, 1100, 953]
notice-body: بانهایت تاسف و تاثر مصیبت وارده را از طرف خود و دوستان حضور جنابعالی و خانواده محترم تسلیت عرض مینماید.	[609, 672, 873, 713]
notice-body: بانهایت تاسف درگذشت بانو فخرالملوک اعتصام همسر آقای مهدی اعتصام را به همکاران تسلیت میگوید مجلس ترحیم روز چهارشنبه ۲۸ مهرماه از ساعت ۴ تا ۶ بعد از ظهر در خانقاه صفی علیشاه برگزار خواهد شد.	[609, 60, 873, 115]
notice-body: خانواده های : غفرانی ، محمد نظامی ، قائمی ، صالحی ، گرشاسبی ، سرداری ، لاهوتی ، مجتهدی ، جزایری ، میرزائی.	[609, 469, 873, 510]
notice-body: باکمال تاسف مصیبت وارده را به آنجناب و خانواده محترم تسلیت عرض نموده بقای عمر جنابعالی را آرزو مینمائیم.	[50, 1042, 315, 1069]
notice-body: درگذشت بانو هانده علل همسر جناب آقای طاهر ضیائی رئیس اتاق بازرگانی و صنایع و معادن ایران را تسلیت عرض میکند و مجلس ترحیم در ساعت ۵ تا ۷ بعد از ظهر روز شنبه در مسجد مجد برقرار خواهد بود.	[1167, 322, 1431, 378]
notice-code: ۲۰۶۶۴ ـ آ	[1167, 1251, 1222, 1263]
notice-signature: مهدی صدریه	[1264, 1435, 1334, 1449]
notice-code: ۲۰۵۰ ـ آ	[888, 769, 937, 781]
notice-code: ۲۰۹۴۷ ـ آ	[330, 1366, 385, 1378]
notice-signature: سازمان مالی سپاس مدیر عامل	[376, 1145, 548, 1159]
notice-signature: رئیس اتحادیه صنف خرازی وابسته باتاق بازرگانی و صنایع و معادن ایران ـ حاج اکبر پور کاظمی	[330, 1452, 594, 1480]
notice	[609, 1471, 873, 1585]
notice	[888, 690, 1152, 790]
notice-body: بمناسبت درگذشت آقای علی اکبر قهرمانی پدر بزرگ خاندان مجلس ترحیمی روز دوشنبه ۲۶ مهرماه از ساعت ۳ تا ۵ بعد از ظهر در مسجد الرسول برگزار میگردد. بعموم بازماندگان آن مرحوم مصیبت وارده را تسلیت میگوئیم.	[609, 523, 873, 579]
notice-title: جناب آقای ابراهیم منتظمی رئیس اداره حسابرسی و بازرسی سازمان مرکزی تعاون روستائی	[339, 1843, 585, 1887]
notice	[1167, 760, 1431, 858]
notice-code: ۲۰۹۷ ـ آ	[609, 442, 658, 454]
notice	[50, 1235, 315, 1307]
notice-code: ۲۰۹۹۳ ـ آ	[888, 669, 943, 681]
notice-code: ۲۰۵۰ ـ آ	[888, 1042, 937, 1054]
notice-body: بپیوسته و نوه آقای عیسی معتقدی را باطلاع دوستان میرساند مجلس ترحیم روز دوشنبه ۲۶ مهرماه از ساعت ۳ تا ۵ بعد از ظهر در مسجد برگزار میگردد.	[888, 896, 1153, 937]
notice-body: بانهایت تاسف درگذشت عزیزمان بانو فخرالملوک اعتصام را باطلاع خویشان و آشنایان میرسانیم مجلس شکر و ترحیم بعد از ظهر روز چهارشنبه ۲۸ مهرماه جاری در مسجد آل عبا واقع در خیابان منعقد میگردد. خانواده های : بهمنیار ، منصور ، عدل ، بیات ، ایروانی ، سعیدی ، آل احمد ، وزیری ، مشیری ، نوبری ، کرمانی ، صدری.	[888, 174, 1152, 258]
notice	[330, 334, 594, 420]
notice	[330, 1751, 594, 1839]
notice-body: درگذشت بانو قدسیه ارجمند را بفرزندان گرامی آقایان مهندس سیاوش ارجمند و مهندس سیروس ارجمند تسلیت میگوئیم.	[330, 1508, 594, 1550]
notice	[50, 1020, 315, 1122]
notice-title: همکار ارجمند جناب آقای سید رضا کیا هاشمی	[333, 495, 591, 510]
notice-code: ۲۰۵۰ ـ آ	[888, 870, 937, 882]
notice	[1167, 417, 1431, 546]
notice-code: ۲۰۳۶۸ ـ آ	[1167, 1151, 1222, 1163]
notice-title: سرکار خانم دکتر مهری فرهاد و جناب آقای دکتر یوسف فرهاد	[340, 1289, 584, 1318]
notice-code: ۵۱۴۴۵ ـ آ	[50, 1807, 105, 1819]
notice-body: باکمال تاسف وانده فراوان درگذشت مرحومه مغفوره فخرالملوک اعتصام همسر آقای حسن طالبی را باطلاع کلیه دوستان و آشنایان میرساند مجلس ترحیم روز چهارشنبه ۲۸ مهرماه از ساعت ۴ تا ۶ بعد از ظهر در خیابان پهلوی برگزار میگردد.	[888, 60, 1152, 129]
